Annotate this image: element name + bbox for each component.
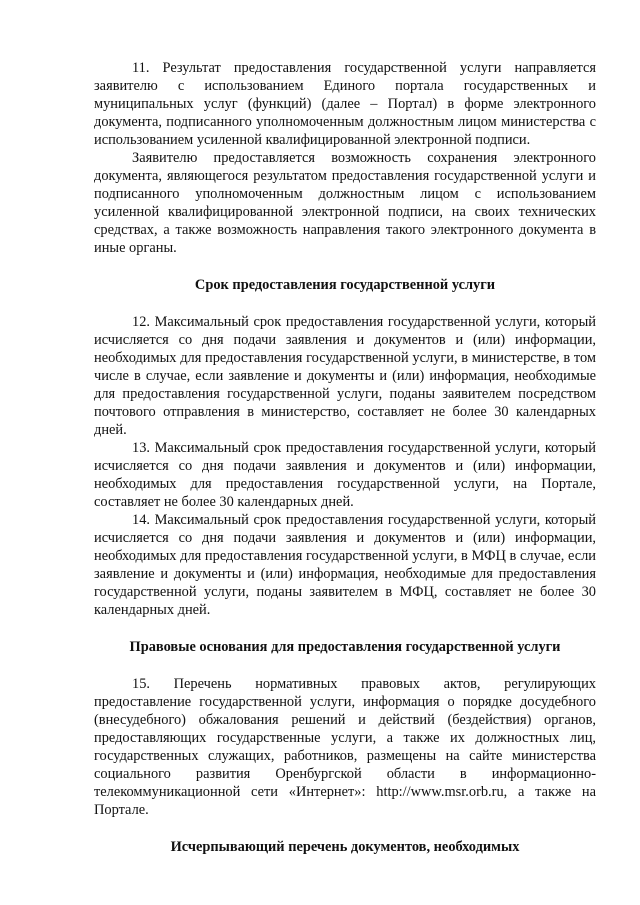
paragraph-11: 11. Результат предоставления государственной услуги направляется заявителю с использованием Единого портала государственных и муниципальных услуг (функций) (далее – Портал) в форме электронного документа, подписанного уполномоченным должностным лицом министерства с использованием усиленной квалифицированной электронной подписи. — [94, 60, 596, 148]
paragraph-13: 13. Максимальный срок предоставления государственной услуги, который исчисляется со дня подачи заявления и документов и (или) информации, необходимых для предоставления государственной услуги, на Портале, составляет не более 30 календарных дней. — [94, 440, 596, 510]
paragraph-15: 15. Перечень нормативных правовых актов, регулирующих предоставление государственной услуги, информация о порядке досудебного (внесудебного) обжалования решений и действий (бездействия) органов, предоставляющих государственные услуги, а также их должностных лиц, государственных служащих, работников, размещены на сайте министерства социального развития Оренбургской области в информационно-телекоммуникационной сети «Интернет»: http://www.msr.orb.ru, а также на Портале. — [94, 676, 596, 818]
heading-required-documents: Исчерпывающий перечень документов, необходимых — [170, 839, 520, 855]
heading-legal-basis: Правовые основания для предоставления государственной услуги — [129, 639, 561, 655]
paragraph-12: 12. Максимальный срок предоставления государственной услуги, который исчисляется со дня подачи заявления и документов и (или) информации, необходимых для предоставления государственной услуги, в министерстве, в том числе в случае, если заявление и документы и (или) информация, необходимые для предоставления государственной услуги, поданы заявителем посредством почтового отправления в министерство, составляет не более 30 календарных дней. — [94, 314, 596, 438]
paragraph-11-continuation: Заявителю предоставляется возможность сохранения электронного документа, являющегося результатом предоставления государственной услуги и подписанного уполномоченным должностным лицом с использованием усиленной квалифицированной электронной подписи, на своих технических средствах, а также возможность направления такого электронного документа в иные органы. — [94, 150, 596, 256]
heading-service-term: Срок предоставления государственной услуги — [194, 277, 496, 293]
paragraph-14: 14. Максимальный срок предоставления государственной услуги, который исчисляется со дня подачи заявления и документов и (или) информации, необходимых для предоставления государственной услуги, в МФЦ в случае, если заявление и документы и (или) информация, необходимые для предоставления государственной услуги, поданы заявителем в МФЦ, составляет не более 30 календарных дней. — [94, 512, 596, 618]
document-body — [94, 59, 596, 856]
